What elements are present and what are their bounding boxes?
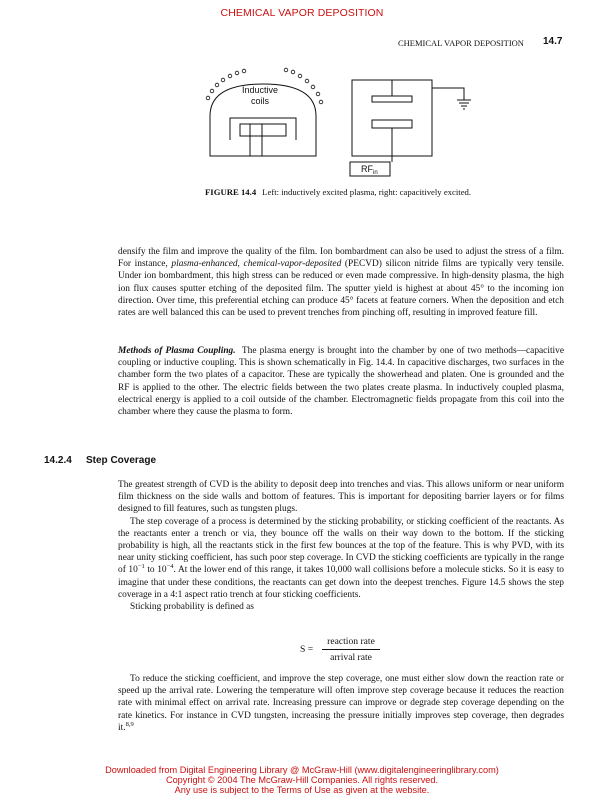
equation-denominator: arrival rate (330, 652, 372, 663)
paragraph-italic: plasma-enhanced, chemical-vapor-deposited (171, 259, 342, 270)
footer-copyright-line: Copyright © 2004 The McGraw-Hill Companies. All rights reserved. (165, 775, 439, 786)
equation-lhs: S = (300, 644, 314, 655)
ccp-showerhead (372, 80, 412, 102)
step-coverage-body (118, 479, 564, 613)
paragraph-plasma-coupling (118, 345, 564, 418)
paragraph-text: The step coverage of a process is determined by the sticking probability, or sticking coefficient of the reactants. As the reactants enter a trench or via, they bounce off the walls on their way down to the bottom. If the sticking probability is high, all the reactants stick in the first few bounces at the top of the feature. This is why PVD, with its near unity sticking coefficient, has such poor step coverage. In CVD the sticking coefficients are typically in the range of 10 (118, 516, 564, 576)
icp-platen-stem (250, 124, 262, 156)
paragraph-densify (118, 246, 564, 319)
paragraph-text: (PECVD) silicon nitride films are typically very tensile. Under ion bombardment, this high stress can be reduced or even made compressive. In high-density plasma, the high ion flux causes sputter etching of the deposited film. The sputter yield is highest at about 45° to the incoming ion direction. Over time, this preferential etching can produce 45° facets at feature corners. When the deposition and etch rates are well balanced this can be used to prevent trenches from pinching off, resulting in improved feature fill. (118, 259, 565, 319)
section-title: Step Coverage (86, 455, 157, 466)
ccp-platen (372, 120, 412, 156)
footer-terms-line[interactable]: Any use is subject to the Terms of Use as given at the website. (174, 785, 430, 796)
page-number: 14.7 (543, 36, 563, 47)
section-number: 14.2.4 (44, 455, 72, 466)
equation-numerator: reaction rate (327, 636, 375, 647)
paragraph-text: densify the film and improve the quality of the film. Ion bombardment can also be used to adjust the stress of a film. For instance, (118, 247, 564, 270)
paragraph-sticking (118, 516, 564, 601)
reference-superscript: 8,9 (125, 720, 134, 728)
paragraph-text: To reduce the sticking coefficient, and improve the step coverage, one must either slow down the reaction rate or speed up the arrival rate. Lowering the temperature will often improve step coverage because it reduces the reaction rate with minimal effect on arrival rate. Increasing pressure can improve or degrade step coverage depending on the rate kinetics. For instance in CVD tungsten, increasing the pressure initially improves step coverage, then degrades it. (118, 674, 564, 733)
run-in-heading: Methods of Plasma Coupling. (118, 346, 236, 356)
figure-caption (205, 187, 490, 198)
ground-symbol-icon (457, 100, 471, 109)
paragraph-text: . At the lower end of this range, it takes 10,000 wall collisions before a molecule sticks. So it is easy to imagine that under these conditions, the reactants can get down into the deepest trenches. Figure 14.5 shows the step coverage in a 4:1 aspect ratio trench at four sticking coefficients. (118, 565, 564, 600)
footer-download-line[interactable]: Downloaded from Digital Engineering Library @ McGraw-Hill (www.digitalengineeringlibrary.com) (105, 765, 499, 775)
paragraph-text: to 10 (144, 565, 167, 576)
exponent: −4 (166, 563, 174, 571)
coils-label: coils (250, 96, 270, 106)
figure-14-4-diagram (190, 58, 490, 186)
fraction-bar (322, 649, 380, 650)
inductive-label: Inductive (241, 85, 279, 95)
ground-wire (432, 88, 464, 100)
figure-label: FIGURE 14.4 (205, 187, 257, 197)
figure-caption-text: Left: inductively excited plasma, right: capacitively excited. (262, 187, 472, 197)
running-head: CHEMICAL VAPOR DEPOSITION (398, 38, 524, 48)
paragraph-strength: The greatest strength of CVD is the ability to deposit deep into trenches and vias. This allows uniform or near uniform film thickness on the side walls and bottom of features. This is important for depositing barrier layers or for films designed to fill features, such as tungsten plugs. (118, 480, 564, 515)
paragraph-text: The plasma energy is brought into the chamber by one of two methods—capacitive coupling or inductive coupling. This is shown schematically in Fig. 14.4. In capacitive discharges, two surfaces in the chamber form the two plates of a capacitor. These are typically the showerhead and platen. One is grounded and the RF is applied to the other. The electric fields between the two plates create plasma. In inductively coupled plasma, electrical energy is applied to a coil outside of the chamber. Electromagnetic fields propagate from this coil into the chamber where they cause the plasma to form. (118, 346, 565, 418)
icp-platen (230, 118, 296, 140)
paragraph-reduce-sticking (118, 673, 564, 734)
section-heading (44, 455, 156, 466)
copyright-footer (0, 765, 604, 796)
source-banner: CHEMICAL VAPOR DEPOSITION (220, 7, 384, 19)
rf-in-label: $RF_{in}$ (361, 164, 378, 176)
equation-fraction (322, 636, 380, 663)
paragraph-definition: Sticking probability is defined as (130, 602, 254, 613)
exponent: −1 (137, 563, 145, 571)
